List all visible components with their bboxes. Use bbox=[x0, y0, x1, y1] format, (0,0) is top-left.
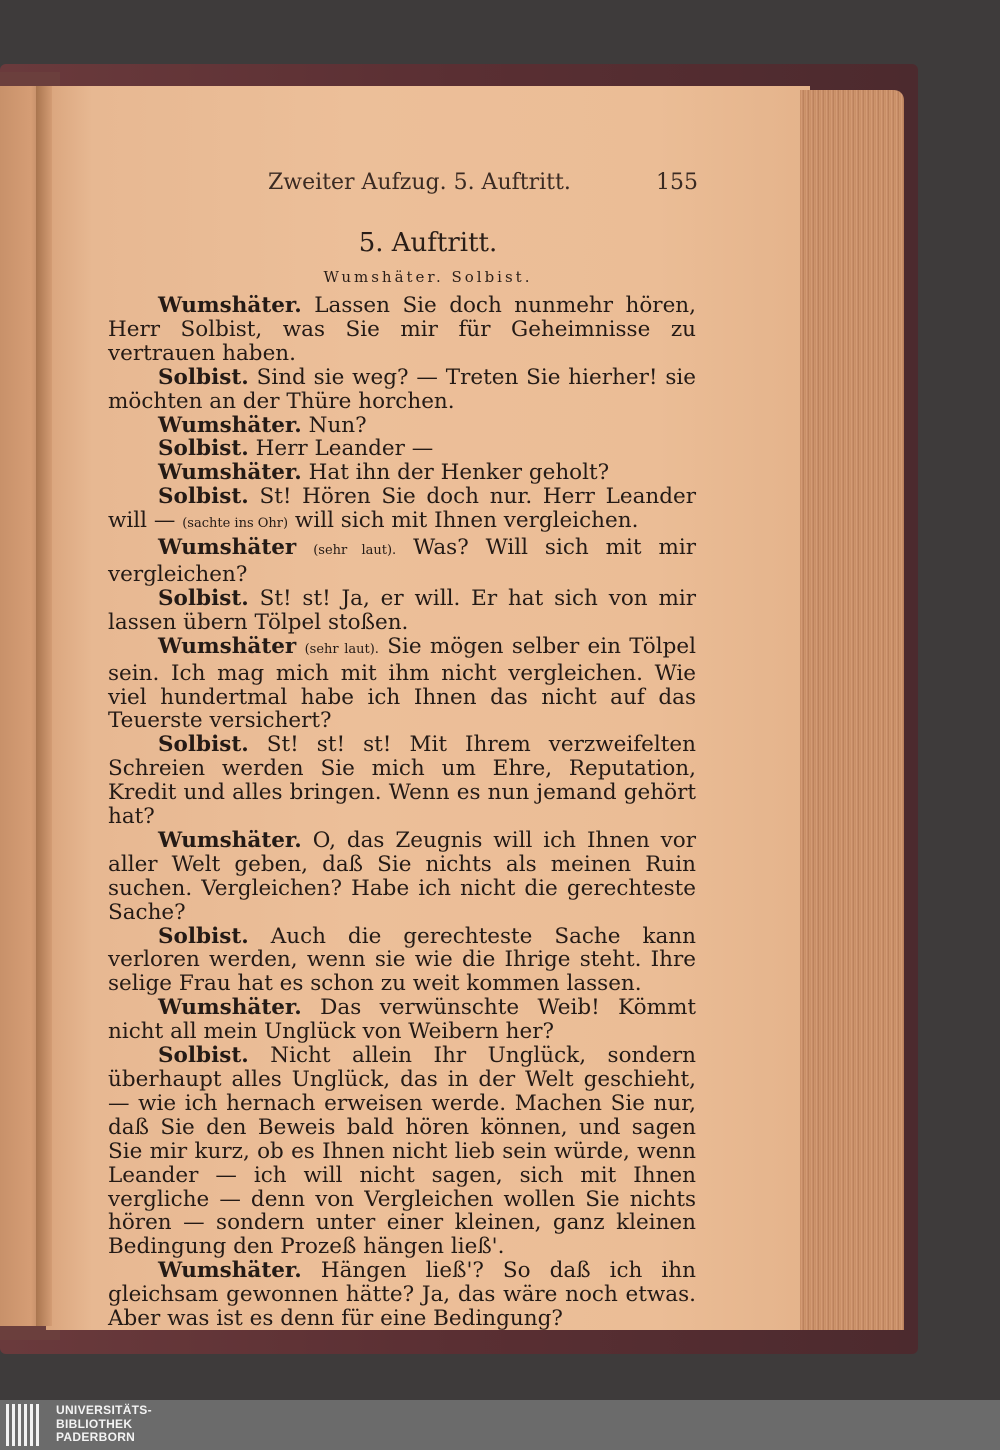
speaker-name: Solbist. bbox=[158, 732, 249, 758]
dialogue-paragraph bbox=[108, 437, 696, 461]
speech: St! st! st! Mit Ihrem verzweifelten Schreien werden Sie mich um Ehre, Reputation, Kredit und alles bringen. Wenn es nun jemand gehört hat? bbox=[108, 732, 696, 830]
page-number: 155 bbox=[656, 170, 698, 195]
character-list: Wumshäter. Solbist. bbox=[323, 268, 533, 286]
dialogue-paragraph bbox=[108, 829, 696, 925]
speech: Hat ihn der Henker geholt? bbox=[308, 460, 610, 486]
dialogue-paragraph bbox=[108, 733, 696, 829]
page-fore-edge bbox=[800, 90, 904, 1330]
speech: Sie mögen selber ein Tölpel sein. Ich mag mich mit ihm nicht vergleichen. Wie viel hundertmal habe ich Ihnen das nicht auf das Teuerste versichert? bbox=[108, 633, 696, 734]
speech: Das verwünschte Weib! Kömmt nicht all mein Unglück von Weibern her? bbox=[108, 995, 696, 1045]
dialogue-paragraph bbox=[108, 366, 696, 414]
speaker-name: Wumshäter. bbox=[158, 293, 302, 318]
speech: will sich mit Ihnen vergleichen. bbox=[294, 508, 639, 534]
dialogue-paragraph bbox=[108, 485, 696, 536]
stage-direction: (sehr laut). bbox=[313, 543, 397, 559]
library-name-line: PADERBORN bbox=[56, 1430, 136, 1444]
dialogue-paragraph bbox=[108, 536, 696, 587]
running-title: Zweiter Aufzug. 5. Auftritt. bbox=[268, 170, 571, 195]
speech: Hängen ließ'? So daß ich ihn gleichsam gewonnen hätte? Ja, das wäre noch etwas. Aber was ist es denn für eine Bedingung? bbox=[108, 1258, 696, 1332]
speech: Auch die gerechteste Sache kann verloren werden, wenn sie wie die Ihrige steht. Ihre selige Frau hat es schon zu weit kommen lassen. bbox=[108, 923, 696, 997]
speaker-name: Wumshäter bbox=[158, 633, 297, 659]
library-footer-bar bbox=[0, 1400, 1000, 1450]
dialogue-paragraph bbox=[108, 294, 696, 366]
speaker-name: Solbist. bbox=[158, 923, 249, 949]
speech: Was? Will sich mit mir vergleichen? bbox=[108, 535, 697, 587]
speaker-name: Wumshäter. bbox=[158, 1258, 302, 1284]
speech: O, das Zeugnis will ich Ihnen vor aller Welt geben, daß Sie nichts als meinen Ruin suchen. Vergleichen? Habe ich nicht die gerechteste Sache? bbox=[108, 827, 696, 925]
speaker-name: Wumshäter. bbox=[158, 460, 302, 486]
speaker-name: Wumshäter bbox=[158, 535, 297, 561]
dialogue-paragraph bbox=[108, 635, 696, 734]
speech: Herr Leander — bbox=[255, 436, 434, 462]
dialogue-paragraph bbox=[108, 1259, 696, 1331]
library-name-line: UNIVERSITÄTS- bbox=[56, 1403, 152, 1417]
speech: Sind sie weg? — Treten Sie hierher! sie möchten an der Thüre horchen. bbox=[108, 364, 696, 414]
speech: Nun? bbox=[308, 412, 367, 438]
section-title: 5. Auftritt. bbox=[358, 228, 498, 258]
speech: Lassen Sie doch nunmehr hören, Herr Solbist, was Sie mir für Geheimnisse zu vertrauen haben. bbox=[108, 293, 696, 366]
dialogue-paragraph bbox=[108, 925, 696, 997]
speaker-name: Wumshäter. bbox=[158, 827, 302, 853]
dialogue-paragraph bbox=[108, 587, 696, 635]
dialogue-paragraph bbox=[108, 461, 696, 485]
speaker-name: Solbist. bbox=[158, 585, 249, 611]
speaker-name: Wumshäter. bbox=[158, 995, 302, 1021]
library-name bbox=[56, 1404, 152, 1445]
speaker-name: Solbist. bbox=[158, 484, 249, 510]
speaker-name: Solbist. bbox=[158, 364, 249, 390]
speaker-name: Solbist. bbox=[158, 436, 249, 462]
dialogue-text bbox=[108, 294, 696, 1331]
speaker-name: Solbist. bbox=[158, 1043, 249, 1069]
speech: St! st! Ja, er will. Er hat sich von mir lassen übern Tölpel stoßen. bbox=[108, 585, 696, 635]
stage-direction: (sachte ins Ohr) bbox=[182, 516, 289, 532]
speaker-name: Wumshäter. bbox=[158, 412, 302, 438]
speech: Nicht allein Ihr Unglück, sondern überhaupt alles Unglück, das in der Welt geschieht, — wie ich hernach erweisen werde. Machen Sie nur, daß Sie den Beweis bald hören können, und sagen Sie mir kurz, ob es Ihnen nicht lieb sein würde, wenn Leander — ich will nicht sagen, sich mit Ihnen vergliche — denn von Vergleichen wollen Sie nichts hören — sondern unter einer kleinen, ganz kleinen Bedingung den Prozeß hängen ließ'. bbox=[108, 1043, 696, 1260]
dialogue-paragraph bbox=[108, 1044, 696, 1259]
stage-direction: (sehr laut). bbox=[304, 641, 379, 657]
running-header bbox=[268, 170, 698, 200]
speech: St! Hören Sie doch nur. Herr Leander will — bbox=[108, 484, 696, 534]
library-name-line: BIBLIOTHEK bbox=[56, 1416, 133, 1431]
dialogue-paragraph bbox=[108, 996, 696, 1044]
dialogue-paragraph bbox=[108, 414, 696, 438]
library-logo-icon bbox=[6, 1404, 42, 1446]
